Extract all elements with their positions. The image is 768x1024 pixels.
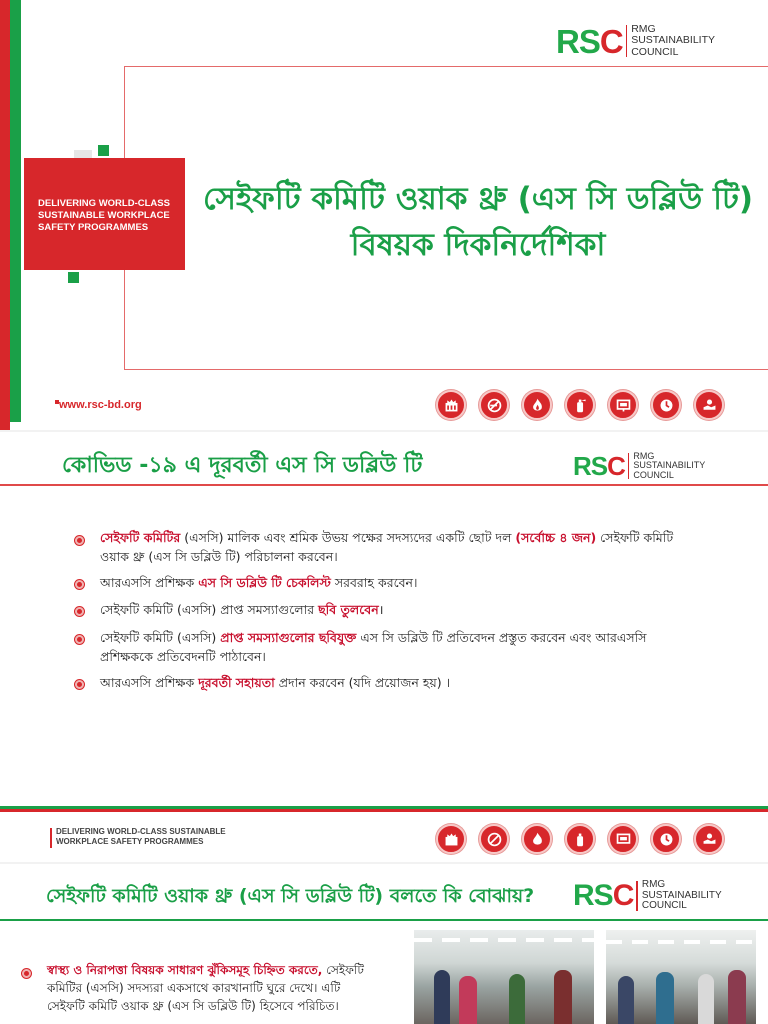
banner-line-2: SUSTAINABLE WORKPLACE: [38, 210, 170, 221]
worker-figure: [554, 970, 572, 1024]
ceiling-lights: [414, 938, 594, 942]
no-smoking-icon: [479, 824, 509, 854]
bullet-marker: [75, 607, 84, 616]
bullet-marker: [75, 635, 84, 644]
logo-line-rmg: RMG: [631, 23, 656, 36]
covid-bullet-1: সেইফটি কমিটির (এসসি) মালিক এবং শ্রমিক উভয় পক্ষের সদস্যদের একটি ছোট দল (সর্বোচ্চ ৪ জন) সেইফটি কমিটি ওয়াক থ্রু (এস সি ডব্লিউ টি) পরিচালনা করবেন।: [100, 530, 674, 564]
website-link[interactable]: www.rsc-bd.org: [55, 399, 142, 411]
worker-figure: [459, 976, 477, 1024]
hands-safety-icon: [694, 390, 724, 420]
covid-slide: [0, 432, 768, 816]
logo-line-sustainability: SUSTAINABILITY: [631, 34, 716, 47]
bullet-marker: [75, 680, 84, 689]
deco-square: [74, 150, 92, 158]
electrical-panel-icon: [608, 390, 638, 420]
heading-rule: [0, 484, 768, 486]
factory-photo-2: [606, 930, 756, 1024]
left-red-bar: [0, 0, 10, 432]
definition-heading: সেইফটি কমিটি ওয়াক থ্রু (এস সি ডব্লিউ টি) বলতে কি বোঝায়?: [46, 885, 535, 907]
deco-square: [98, 145, 109, 156]
bullet-marker: [22, 969, 31, 978]
fire-icon: [522, 824, 552, 854]
cover-title-line-2: বিষয়ক দিকনির্দেশিকা: [350, 227, 606, 263]
worker-figure: [728, 970, 746, 1024]
bullet-marker: [75, 536, 84, 545]
rsc-logo: RSC RMG SUSTAINABILITY COUNCIL: [556, 22, 716, 60]
cover-title-line-1: সেইফটি কমিটি ওয়াক থ্রু (এস সি ডব্লিউ টি): [202, 181, 754, 217]
definition-slide: [0, 864, 768, 1024]
footer-icon-row: [436, 824, 724, 854]
definition-text: স্বাস্থ্য ও নিরাপত্তা বিষয়ক সাধারণ ঝুঁকিসমূহ চিহ্নিত করতে, সেইফটি কমিটির (এসসি) সদস্যরা একসাথে কারখানাটি ঘুরে দেখে। এটি সেইফটি কমিটি ওয়াক থ্রু (এস সি ডব্লিউ টি) হিসেবে পরিচিত।: [47, 963, 364, 1013]
covid-bullet-3: সেইফটি কমিটি (এসসি) প্রাপ্ত সমস্যাগুলোর ছবি তুলবেন।: [100, 602, 384, 617]
banner-line-1: DELIVERING WORLD-CLASS: [38, 198, 170, 209]
tagline-banner: [24, 158, 185, 270]
worker-figure: [656, 972, 674, 1024]
fire-icon: [522, 390, 552, 420]
deco-square: [68, 272, 79, 283]
safety-icon-row: [436, 390, 724, 420]
bullet-marker: [75, 580, 84, 589]
clock-safety-icon: [651, 390, 681, 420]
no-smoking-icon: [479, 390, 509, 420]
electrical-panel-icon: [608, 824, 638, 854]
fire-building-icon: [436, 824, 466, 854]
rsc-logo-small: RSC RMG SUSTAINABILITY COUNCIL: [573, 450, 706, 481]
worker-figure: [434, 970, 450, 1024]
cover-slide: [0, 0, 768, 430]
left-green-bar: [10, 0, 21, 422]
cover-title: [188, 176, 768, 268]
hands-safety-icon: [694, 824, 724, 854]
ceiling-lights: [606, 940, 756, 944]
clock-safety-icon: [651, 824, 681, 854]
worker-figure: [698, 974, 714, 1024]
covid-bullet-2: আরএসসি প্রশিক্ষক এস সি ডব্লিউ টি চেকলিস্ট সরবরাহ করবেন।: [100, 575, 418, 590]
covid-heading: কোভিড -১৯ এ দূরবর্তী এস সি ডব্লিউ টি: [62, 453, 423, 478]
factory-photo-1: [414, 930, 594, 1024]
covid-bullet-5: আরএসসি প্রশিক্ষক দূরবর্তী সহায়তা প্রদান করবেন (যদি প্রয়োজন হয়) ।: [100, 675, 451, 690]
fire-extinguisher-icon: [565, 824, 595, 854]
footer-tagline: DELIVERING WORLD-CLASS SUSTAINABLE WORKPLACE SAFETY PROGRAMMES: [56, 827, 226, 846]
logo-line-council: COUNCIL: [631, 45, 679, 58]
banner-line-3: SAFETY PROGRAMMES: [38, 222, 149, 233]
fire-building-icon: [436, 390, 466, 420]
covid-bullet-4: সেইফটি কমিটি (এসসি) প্রাপ্ত সমস্যাগুলোর ছবিযুক্ত এস সি ডব্লিউ টি প্রতিবেদন প্রস্তুত করবেন এবং আরএসসি প্রশিক্ষককে প্রতিবেদনটি পাঠাবেন।: [100, 630, 647, 664]
worker-figure: [509, 974, 525, 1024]
worker-figure: [618, 976, 634, 1024]
rsc-logo-small: RSC RMG SUSTAINABILITY COUNCIL: [573, 879, 722, 912]
footer-red-rule: [0, 809, 768, 812]
heading-rule: [0, 919, 768, 921]
footer-tagline-marker: [50, 828, 52, 848]
fire-extinguisher-icon: [565, 390, 595, 420]
slide2-footer: [0, 816, 768, 862]
